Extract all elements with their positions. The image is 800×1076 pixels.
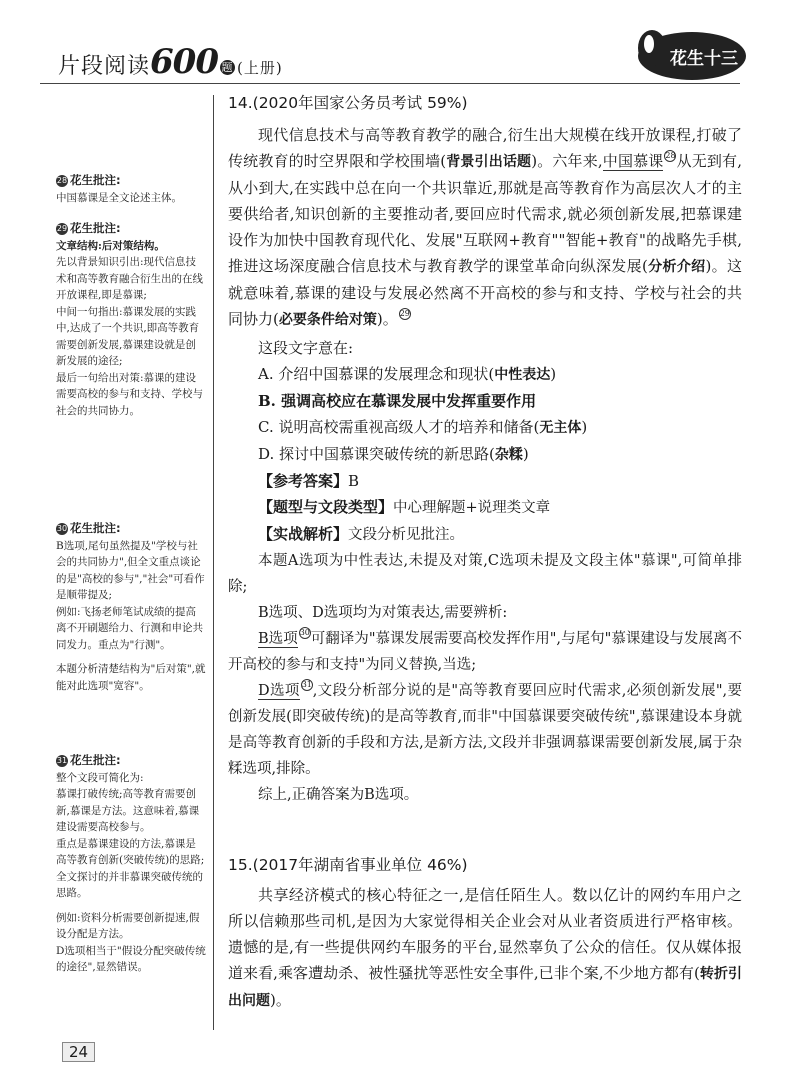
- note-ref-30: 30: [299, 628, 310, 637]
- note-line: D选项相当于"假设分配突破传统的途径",显然错误。: [56, 944, 206, 973]
- option-b: B. 强调高校应在慕课发展中发挥重要作用: [258, 392, 537, 410]
- note-number-badge: 29: [56, 224, 68, 233]
- note-line: 慕课打破传统;高等教育需要创新,慕课是方法。这意味着,慕课建设需要高校参与。: [56, 788, 200, 833]
- analysis-conclusion: 综上,正确答案为B选项。: [258, 787, 419, 803]
- peanut-logo-icon: [630, 26, 748, 84]
- column-divider: [213, 95, 214, 1030]
- option-a: A. 介绍中国慕课的发展理念和现状(中性表达): [258, 365, 557, 383]
- title-ti-badge: 题: [221, 61, 234, 74]
- question-14-passage: 现代信息技术与高等教育教学的融合,衍生出大规模在线开放课程,打破了传统教育的时空界限和学校围墙(背景引出话题)。六年来,中国慕课 28从无到有,从小到大,在实践中总在向一个共识靠近,那就是高等教育作为高层次人才的主要供给者,知识创新的主要推动者,要回应时代需求,就必须创新发展,把慕课建设作为加快中国教育现代化、发展"互联网+教育""智能+教育"的战略先手棋,推进这场深度融合信息技术与教育教学的课堂革命向纵深发展(分析介绍)。这就意味着,慕课的建设与发展必然离不开高校的参与和支持、学校与社会的共同协力(必要条件给对策)。 29: [228, 126, 743, 328]
- question-15: [228, 852, 742, 1014]
- sidebar-note-30: [56, 520, 206, 694]
- logo-text: 花生十三: [670, 49, 738, 69]
- note-line: B选项,尾句虽然提及"学校与社会的共同协力",但全文重点谈论的是"高校的参与","社会"可看作是顺带提及;: [56, 539, 205, 601]
- sidebar-note-28: [56, 172, 206, 206]
- option-d: D. 探讨中国慕课突破传统的新思路(杂糅): [258, 445, 529, 463]
- question-15-header: 15.(2017年湖南省事业单位 46%): [228, 856, 468, 874]
- analysis-paragraph: 本题A选项为中性表达,未提及对策,C选项未提及文段主体"慕课",可简单排除;: [228, 553, 742, 595]
- note-ref-31: 31: [301, 680, 312, 689]
- answer-line: 【参考答案】B: [258, 472, 360, 490]
- question-14: [228, 90, 742, 808]
- note-line: 中国慕课是全文论述主体。: [56, 191, 182, 204]
- note-line: 重点是慕课建设的方法,慕课是高等教育创新(突破传统)的思路;全文探讨的并非慕课突破传统的思路。: [56, 837, 205, 899]
- type-line: 【题型与文段类型】中心理解题+说理类文章: [258, 498, 551, 516]
- note-ref-29: 29: [399, 309, 410, 318]
- book-title: [58, 42, 283, 82]
- note-heading: 29 花生批注:: [56, 221, 121, 235]
- note-number-badge: 30: [56, 524, 68, 533]
- note-line: 最后一句给出对策:慕课的建设需要高校的参与和支持、学校与社会的共同协力。: [56, 371, 203, 417]
- title-prefix: 片段阅读: [58, 54, 151, 79]
- note-line: 本题分析清楚结构为"后对策",就能对此选项"宽容"。: [56, 663, 206, 692]
- option-c: C. 说明高校需重视高级人才的培养和储备(无主体): [258, 418, 588, 436]
- page-number: 24: [62, 1042, 95, 1062]
- title-number: 600: [150, 42, 218, 82]
- note-ref-28: 28: [665, 151, 676, 160]
- note-heading: 30 花生批注:: [56, 521, 121, 535]
- analysis-tag-line: 【实战解析】文段分析见批注。: [258, 525, 465, 543]
- sidebar-note-31: [56, 752, 206, 976]
- analysis-paragraph: D选项 31,文段分析部分说的是"高等教育要回应时代需求,必须创新发展",要创新发展(即突破传统)的是高等教育,而非"中国慕课要突破传统",慕课建设本身就是高等教育创新的手段和方法,是新方法,文段并非强调慕课需要创新发展,属于杂糅选项,排除。: [228, 680, 742, 777]
- note-line: 先以背景知识引出:现代信息技术和高等教育融合衍生出的在线开放课程,即是慕课;: [56, 256, 203, 301]
- note-heading: 31 花生批注:: [56, 753, 121, 767]
- note-line: 整个文段可简化为:: [56, 771, 144, 784]
- note-line: 例如:飞扬老师笔试成绩的提高离不开刷题给力、行测和申论共同发力。重点为"行测"。: [56, 605, 203, 651]
- analysis-paragraph: B选项、D选项均为对策表达,需要辨析:: [258, 605, 508, 621]
- question-prompt: 这段文字意在:: [258, 339, 354, 357]
- note-number-badge: 31: [56, 756, 68, 765]
- note-number-badge: 28: [56, 176, 68, 185]
- question-14-header: 14.(2020年国家公务员考试 59%): [228, 94, 468, 112]
- analysis-paragraph: B选项 30可翻译为"慕课发展需要高校发挥作用",与尾句"慕课建设与发展离不开高校的参与和支持"为同义替换,当选;: [228, 628, 742, 673]
- underlined-term: 中国慕课: [602, 152, 664, 170]
- note-heading: 28 花生批注:: [56, 173, 121, 187]
- title-volume: (上册): [237, 59, 283, 77]
- sidebar-note-29: [56, 220, 206, 419]
- note-line: 中间一句指出:慕课发展的实践中,达成了一个共识,即高等教育需要创新发展,慕课建设就是创新发展的途径;: [56, 305, 200, 367]
- question-15-passage: 共享经济模式的核心特征之一,是信任陌生人。数以亿计的网约车用户之所以信赖那些司机,是因为大家觉得相关企业会对从业者资质进行严格审核。遗憾的是,有一些提供网约车服务的平台,显然辜负了公众的信任。仅从媒体报道来看,乘客遭劫杀、被性骚扰等恶性安全事件,已非个案,不少地方都有(转折引出问题)。: [228, 886, 742, 1009]
- note-line: 例如:资料分析需要创新提速,假设分配是方法。: [56, 911, 200, 940]
- note-line: 文章结构:后对策结构。: [56, 239, 165, 252]
